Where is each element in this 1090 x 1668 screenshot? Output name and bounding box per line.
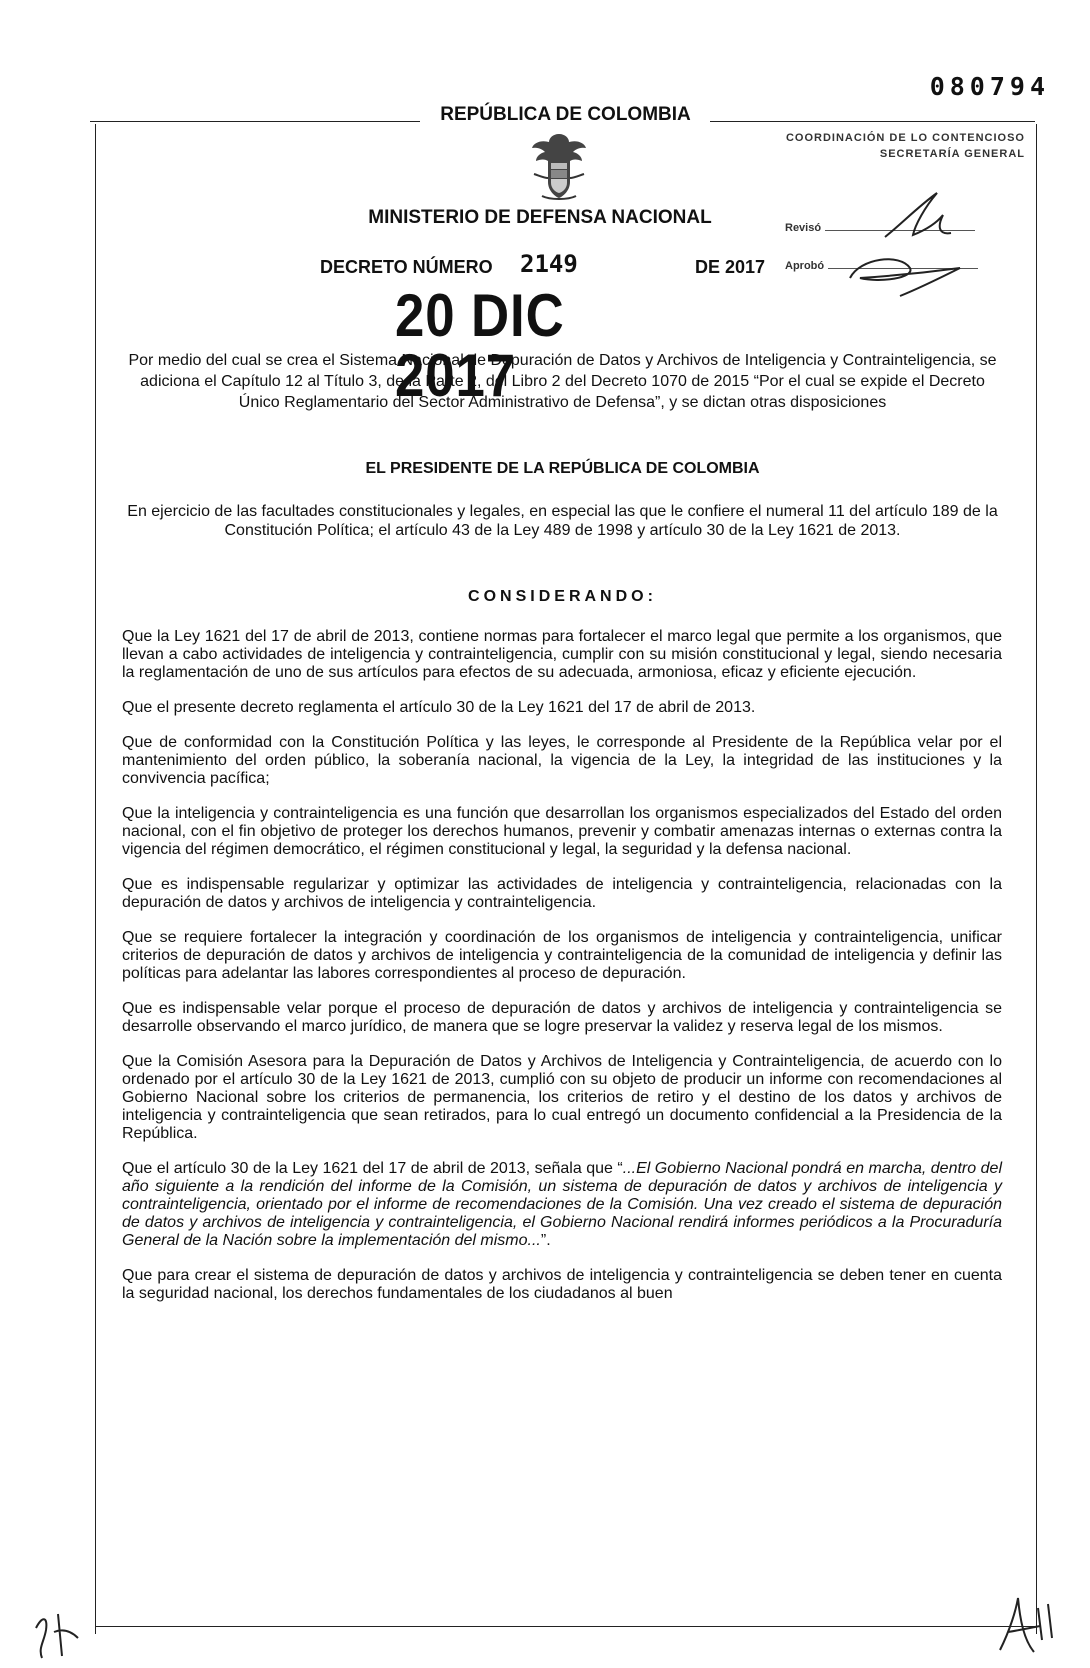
page-bottom-rule [95, 1626, 1037, 1627]
margin-initials-left-icon [28, 1608, 98, 1663]
paragraph: Que es indispensable velar porque el proceso de depuración de datos y archivos de inteligencia y contrainteligencia se desarrolle observando el marco jurídico, de manera que se logre preservar la validez y reserva legal de los mismos. [122, 1000, 1002, 1035]
president-heading: EL PRESIDENTE DE LA REPÚBLICA DE COLOMBIA [365, 460, 760, 477]
quoted-law-text: ...El Gobierno Nacional pondrá en marcha, dentro del año siguiente a la rendición del informe de la Comisión, un sistema de depuración de datos y archivos de inteligencia y contrainteligencia, orientado por el informe de recomendaciones de la Comisión. Una vez creado el sistema de depuración de datos y archivos de inteligencia y contrainteligencia, el Gobierno Nacional rendirá informes periódicos a la Procuraduría General de la Nación sobre la implementación del mismo... [122, 1160, 1003, 1249]
paragraph: Que la inteligencia y contrainteligencia es una función que desarrollan los organismos especializados del Estado del orden nacional, con el fin objetivo de proteger los derechos humanos, prevenir y combatir amenazas internas o externas contra la vigencia del régimen democrático, el régimen constitucional y legal, la seguridad y la defensa nacional. [122, 805, 1002, 858]
date-stamp: 20 DIC 2017 [395, 282, 565, 409]
decree-number: 2149 [520, 250, 578, 278]
paragraph: Que el presente decreto reglamenta el artículo 30 de la Ley 1621 del 17 de abril de 2013. [122, 699, 756, 716]
paragraph: Que es indispensable regularizar y optimizar las actividades de inteligencia y contrainteligencia, relacionadas con la depuración de datos y archivos de inteligencia y contrainteligencia. [122, 876, 1002, 911]
coat-of-arms-icon [528, 130, 590, 202]
heading-rule-right [710, 121, 1035, 122]
decree-title: Por medio del cual se crea el Sistema Nacional de Depuración de Datos y Archivos de Inteligencia y Contrainteligencia, se adiciona el Capítulo 12 al Título 3, de la Parte 2, del Libro 2 del Decreto 1070 de 2015 “Por el cual se expide el Decreto Único Reglamentario del Sector Administrativo de Defensa”, y se dictan otras disposiciones [128, 352, 997, 411]
paragraph-continued: Que para crear el sistema de depuración de datos y archivos de inteligencia y contrainteligencia se deben tener en cuenta la seguridad nacional, los derechos fundamentales de los ciudadanos al buen [122, 1267, 1002, 1302]
decree-year: DE 2017 [695, 257, 766, 277]
paragraph: Que la Ley 1621 del 17 de abril de 2013, contiene normas para fortalecer el marco legal que permite a los organismos, que llevan a cabo actividades de inteligencia y contrainteligencia, cumplir con su misión constitucional y legal, siendo necesaria la reglamentación de uno de sus artículos para efectos de su adecuada, armoniosa, eficaz y eficiente ejecución. [122, 628, 1002, 681]
margin-initials-right-icon [990, 1590, 1060, 1660]
considerations-body [122, 628, 1002, 1320]
flourish-signature-icon [840, 248, 990, 303]
quote-intro: Que el artículo 30 de la Ley 1621 del 17 de abril de 2013, señala que “ [122, 1160, 623, 1177]
stamp-reviewed-label: Revisó [785, 222, 822, 234]
quote-outro: ”. [540, 1232, 551, 1249]
republic-label: REPÚBLICA DE COLOMBIA [440, 104, 691, 125]
paragraph: Que se requiere fortalecer la integración y coordinación de los organismos de inteligencia y contrainteligencia, unificar criterios de depuración de datos y archivos de inteligencia y contrainteligencia de la comunidad de inteligencia y definir las políticas para adelantar las labores correspondientes al proceso de depuración. [122, 929, 1002, 982]
republic-heading [90, 100, 1035, 126]
ministry-name: MINISTERIO DE DEFENSA NACIONAL [368, 207, 712, 228]
stamp-line-1: COORDINACIÓN DE LO CONTENCIOSO [785, 132, 1025, 144]
initials-signature-icon [865, 185, 985, 245]
stamp-line-2: SECRETARÍA GENERAL [879, 148, 1025, 160]
heading-rule-left [90, 121, 420, 122]
stamp-approved-label: Aprobó [785, 260, 825, 272]
decree-number-line [320, 248, 780, 282]
decree-label: DECRETO NÚMERO [320, 257, 493, 277]
paragraph: Que la Comisión Asesora para la Depuración de Datos y Archivos de Inteligencia y Contrainteligencia, de acuerdo con lo ordenado por el artículo 30 de la Ley 1621 de 2013, cumplió con su objeto de producir un informe con recomendaciones al Gobierno Nacional sobre los criterios de permanencia, los criterios de retiro y el destino de los datos y archivos de inteligencia y contrainteligencia que sean retirados, para lo cual entregó un documento confidencial a la Presidencia de la República. [122, 1053, 1002, 1142]
quote-paragraph [122, 1160, 1002, 1250]
considerando-heading: CONSIDERANDO: [468, 588, 657, 605]
review-stamp [755, 130, 1025, 320]
paragraph: Que de conformidad con la Constitución Política y las leyes, le corresponde al Presidente de la República velar por el mantenimiento del orden público, la soberanía nacional, la vigencia de la Ley, la integridad de las instituciones y la convivencia pacífica; [122, 734, 1002, 787]
document-number: 080794 [929, 72, 1050, 101]
legal-powers: En ejercicio de las facultades constitucionales y legales, en especial las que le confiere el numeral 11 del artículo 189 de la Constitución Política; el artículo 43 de la Ley 489 de 1998 y artículo 30 de la Ley 1621 de 2013. [127, 503, 998, 539]
